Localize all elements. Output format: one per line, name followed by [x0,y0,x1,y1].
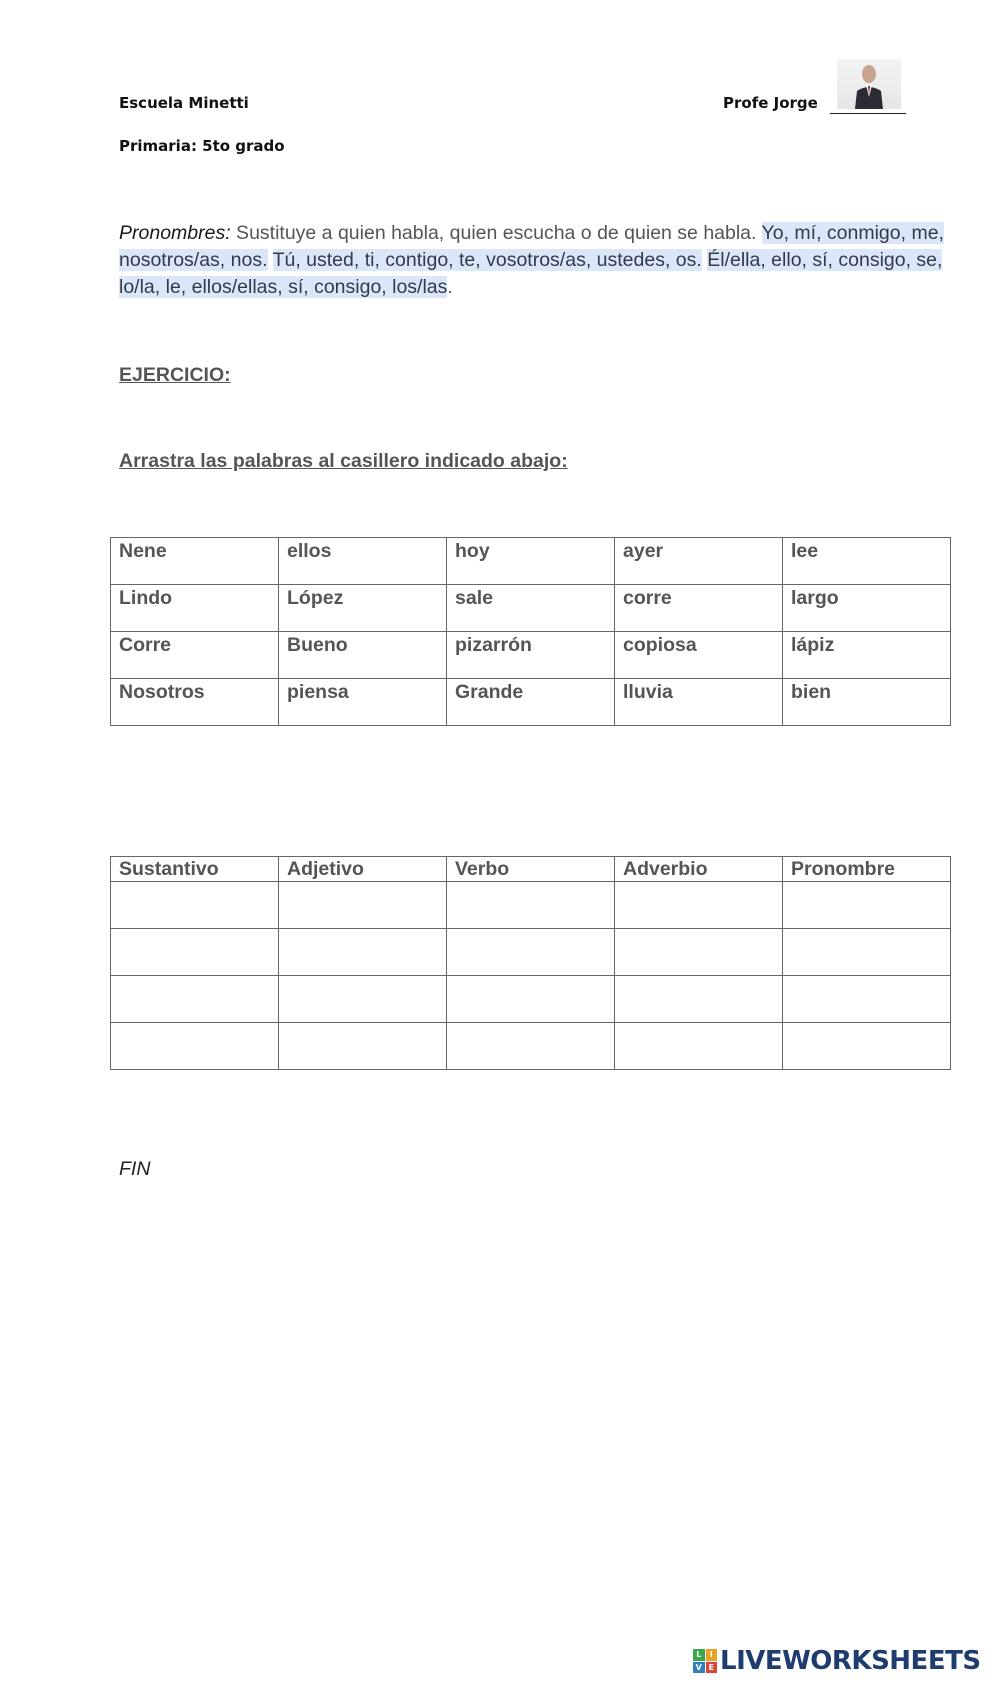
draggable-word[interactable]: Bueno [279,632,447,679]
definition-text: Sustituye a quien habla, quien escucha o de quien se habla. [230,222,762,244]
logo-tile: E [706,1662,718,1674]
drop-zone[interactable] [615,929,783,976]
drop-zone[interactable] [783,882,951,929]
draggable-word[interactable]: lápiz [783,632,951,679]
draggable-word[interactable]: piensa [279,679,447,726]
draggable-word[interactable]: ellos [279,538,447,585]
drop-zone[interactable] [111,1023,279,1070]
drop-zone[interactable] [279,976,447,1023]
draggable-word[interactable]: López [279,585,447,632]
category-header-row [111,857,951,882]
drop-zone[interactable] [111,882,279,929]
table-row [111,538,951,585]
teacher-name: Profe Jorge [723,94,818,112]
drop-zone[interactable] [111,929,279,976]
liveworksheets-logo-icon [693,1649,717,1673]
drop-zone[interactable] [615,1023,783,1070]
word-bank-table [110,537,951,726]
draggable-word[interactable]: lee [783,538,951,585]
category-table [110,856,951,1070]
definition-end: . [447,276,453,298]
first-person-pronouns: Yo, mí, conmigo, me, nosotros/as, nos. [119,222,944,271]
drop-row [111,929,951,976]
category-header: Adjetivo [279,857,447,882]
exercise-instruction: Arrastra las palabras al casillero indicado abajo: [119,450,568,472]
table-row [111,632,951,679]
category-header: Pronombre [783,857,951,882]
category-header: Sustantivo [111,857,279,882]
drop-zone[interactable] [783,976,951,1023]
brand-name: LIVEWORKSHEETS [720,1646,981,1676]
drop-zone[interactable] [111,976,279,1023]
drop-zone[interactable] [783,929,951,976]
table-row [111,585,951,632]
draggable-word[interactable]: bien [783,679,951,726]
draggable-word[interactable]: Nene [111,538,279,585]
teacher-photo [830,59,906,114]
draggable-word[interactable]: Nosotros [111,679,279,726]
drop-zone[interactable] [447,976,615,1023]
pronoun-definition [119,220,949,301]
drop-zone[interactable] [279,882,447,929]
category-header: Adverbio [615,857,783,882]
drop-zone[interactable] [615,976,783,1023]
school-name: Escuela Minetti [119,94,249,112]
drop-zone[interactable] [279,1023,447,1070]
drop-zone[interactable] [447,882,615,929]
table-row [111,679,951,726]
definition-lead: Pronombres: [119,222,231,244]
second-person-pronouns: Tú, usted, ti, contigo, te, vosotros/as, ustedes, os. [272,249,702,271]
liveworksheets-brand [693,1648,981,1674]
draggable-word[interactable]: sale [447,585,615,632]
draggable-word[interactable]: largo [783,585,951,632]
logo-tile: L [693,1649,705,1661]
third-person-pronouns: Él/ella, ello, sí, consigo, se, lo/la, le, ellos/ellas, sí, consigo, los/las [119,249,943,298]
drop-row [111,882,951,929]
drop-row [111,976,951,1023]
logo-tile: V [693,1662,705,1674]
exercise-title: EJERCICIO: [119,364,231,386]
drop-zone[interactable] [783,1023,951,1070]
draggable-word[interactable]: ayer [615,538,783,585]
drop-zone[interactable] [279,929,447,976]
draggable-word[interactable]: lluvia [615,679,783,726]
category-header: Verbo [447,857,615,882]
draggable-word[interactable]: Corre [111,632,279,679]
draggable-word[interactable]: Grande [447,679,615,726]
draggable-word[interactable]: copiosa [615,632,783,679]
drop-row [111,1023,951,1070]
end-marker: FIN [119,1158,151,1180]
draggable-word[interactable]: hoy [447,538,615,585]
draggable-word[interactable]: Lindo [111,585,279,632]
grade-level: Primaria: 5to grado [119,137,285,155]
draggable-word[interactable]: corre [615,585,783,632]
drop-zone[interactable] [447,1023,615,1070]
teacher-portrait-icon [837,59,901,109]
draggable-word[interactable]: pizarrón [447,632,615,679]
logo-tile: I [706,1649,718,1661]
drop-zone[interactable] [447,929,615,976]
drop-zone[interactable] [615,882,783,929]
